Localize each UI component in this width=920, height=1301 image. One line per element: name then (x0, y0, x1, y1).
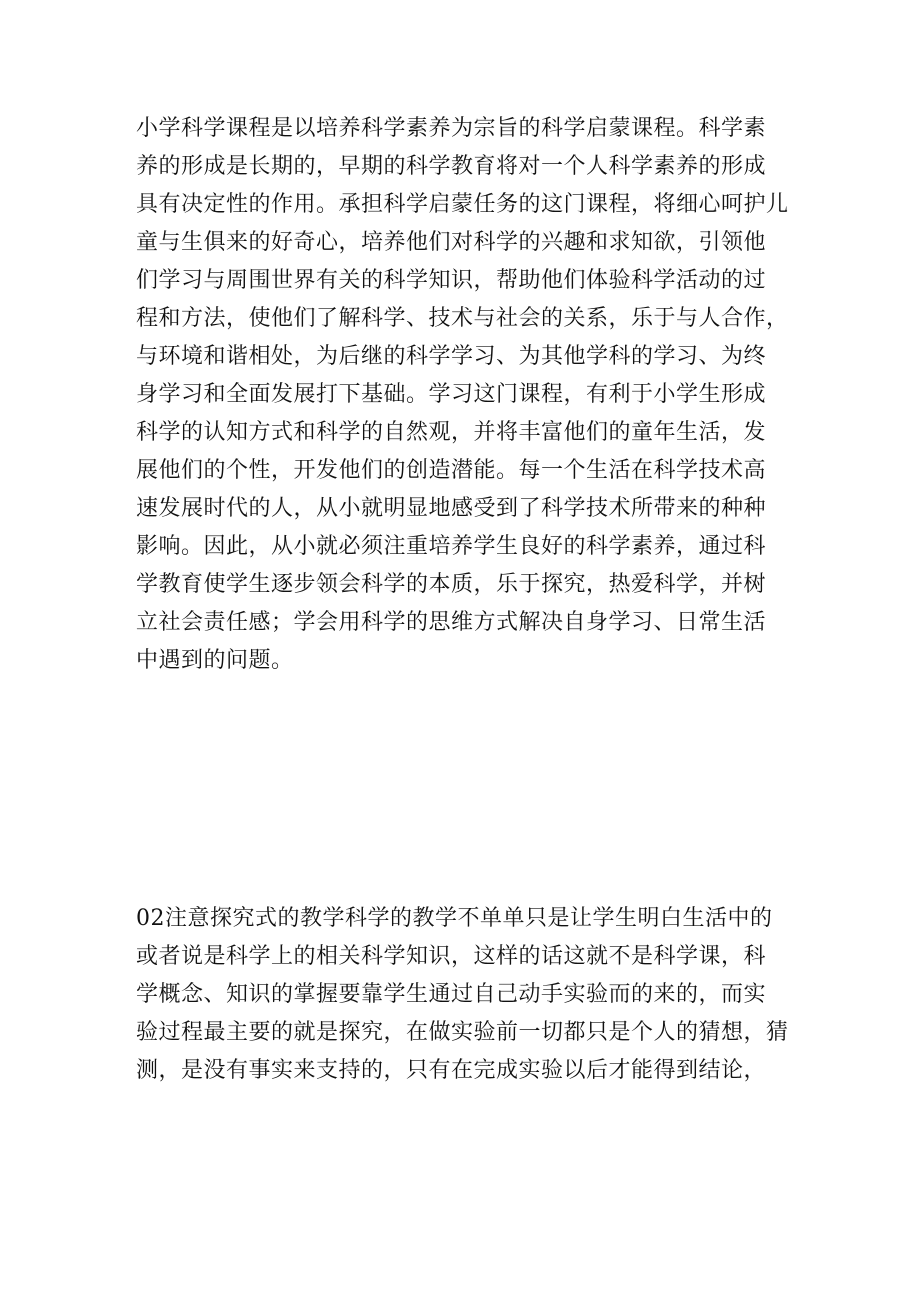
paragraph-line: 影响。因此，从小就必须注重培养学生良好的科学素养，通过科 (136, 534, 767, 559)
paragraph-line: 中遇到的问题。 (136, 648, 294, 673)
paragraph-line: 身学习和全面发展打下基础。学习这门课程，有利于小学生形成 (136, 382, 767, 407)
paragraph-line: 程和方法，使他们了解科学、技术与社会的关系，乐于与人合作， (136, 306, 789, 331)
paragraph-line: 们学习与周围世界有关的科学知识，帮助他们体验科学活动的过 (136, 268, 767, 293)
paragraph-line: 学教育使学生逐步领会科学的本质，乐于探究，热爱科学，并树 (136, 572, 767, 597)
paragraph-line: 学概念、知识的掌握要靠学生通过自己动手实验而的来的，而实 (136, 982, 767, 1007)
paragraph-line: 养的形成是长期的，早期的科学教育将对一个人科学素养的形成 (136, 154, 767, 179)
paragraph-line: 速发展时代的人，从小就明显地感受到了科学技术所带来的种种 (136, 496, 767, 521)
paragraph-line: 展他们的个性，开发他们的创造潜能。每一个生活在科学技术高 (136, 458, 767, 483)
paragraph-line: 02注意探究式的教学科学的教学不单单只是让学生明白生活中的 (136, 906, 773, 931)
paragraph-line: 具有决定性的作用。承担科学启蒙任务的这门课程，将细心呵护儿 (136, 192, 789, 217)
paragraph-line: 童与生俱来的好奇心，培养他们对科学的兴趣和求知欲，引领他 (136, 230, 767, 255)
paragraph-line: 验过程最主要的就是探究，在做实验前一切都只是个人的猜想，猜 (136, 1020, 789, 1045)
paragraph-line: 立社会责任感；学会用科学的思维方式解决自身学习、日常生活 (136, 610, 767, 635)
paragraph-line: 小学科学课程是以培养科学素养为宗旨的科学启蒙课程。科学素 (136, 116, 767, 141)
paragraph-line: 与环境和谐相处，为后继的科学学习、为其他学科的学习、为终 (136, 344, 767, 369)
paragraph-2 (136, 900, 806, 1090)
paragraph-1 (136, 110, 806, 680)
paragraph-line: 科学的认知方式和科学的自然观，并将丰富他们的童年生活，发 (136, 420, 767, 445)
paragraph-line: 或者说是科学上的相关科学知识，这样的话这就不是科学课，科 (136, 944, 767, 969)
paragraph-line: 测，是没有事实来支持的，只有在完成实验以后才能得到结论， (136, 1058, 767, 1083)
